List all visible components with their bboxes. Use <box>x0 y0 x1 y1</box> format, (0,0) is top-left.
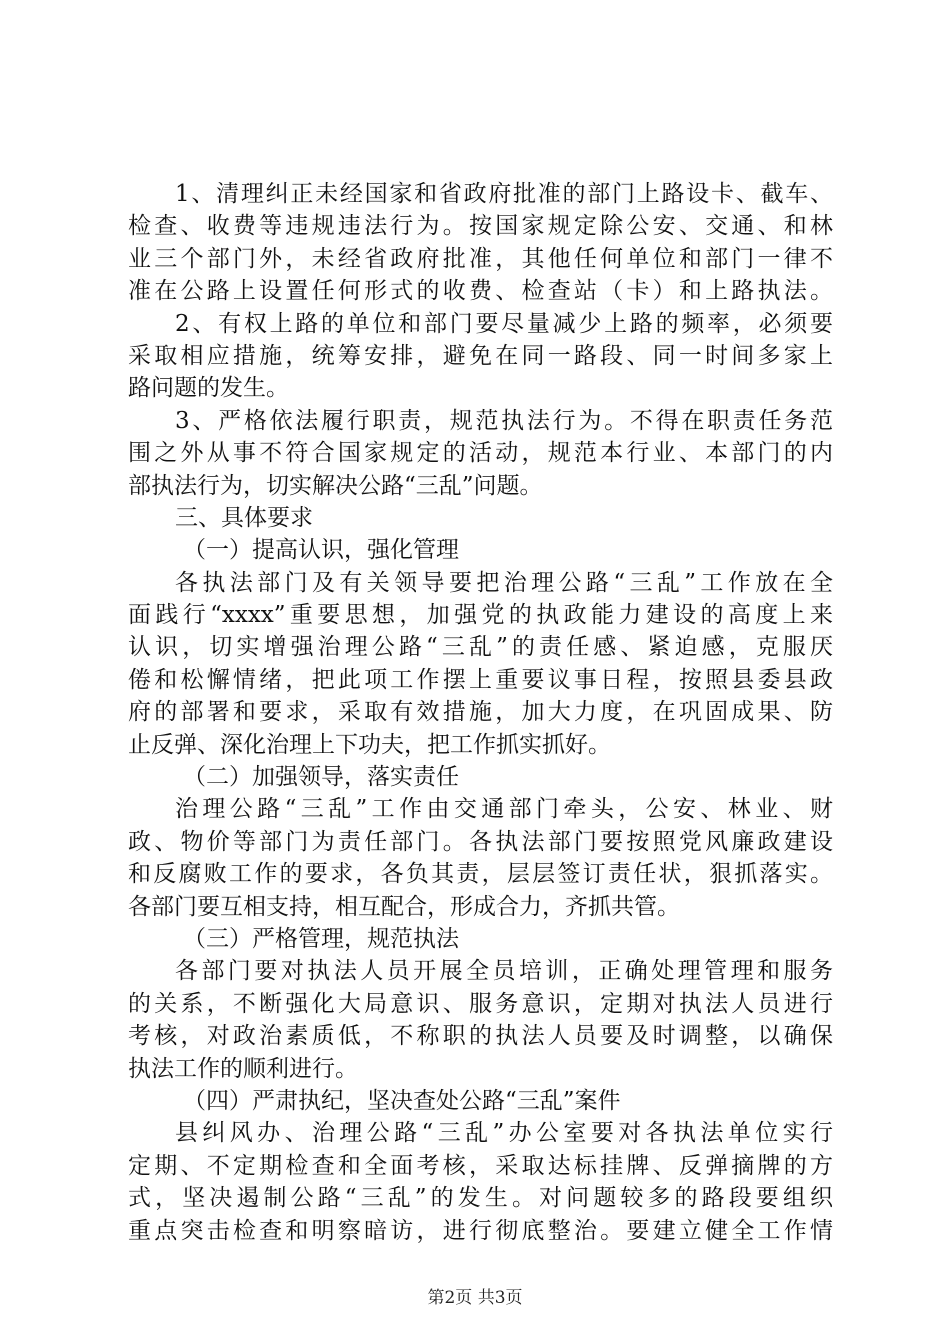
text-line: 县纠风办、治理公路“三乱”办公室要对各执法单位实行 <box>175 1120 833 1147</box>
text-line: 检查、收费等违规违法行为。按国家规定除公安、交通、和林 <box>128 213 833 240</box>
text-line: 面践行“xxxx”重要思想，加强党的执政能力建设的高度上来 <box>128 602 833 629</box>
subsection-heading: （三）严格管理，规范执法 <box>183 925 459 952</box>
subsection-heading: （四）严肃执纪，坚决查处公路“三乱”案件 <box>183 1087 621 1114</box>
text-line: 围之外从事不符合国家规定的活动，规范本行业、本部门的内 <box>128 440 833 467</box>
text-line: 准在公路上设置任何形式的收费、检查站（卡）和上路执法。 <box>128 278 833 305</box>
document-body <box>128 178 833 1247</box>
text-line: 止反弹、深化治理上下功夫，把工作抓实抓好。 <box>128 731 611 758</box>
text-line: 2、有权上路的单位和部门要尽量减少上路的频率，必须要 <box>175 310 833 337</box>
subsection-heading: （一）提高认识，强化管理 <box>183 537 459 564</box>
text-line: 和反腐败工作的要求，各负其责，层层签订责任状，狠抓落实。 <box>128 861 833 888</box>
text-line: 各部门要互相支持，相互配合，形成合力，齐抓共管。 <box>128 893 680 920</box>
section-heading: 三、具体要求 <box>175 504 313 531</box>
text-line: 1、清理纠正未经国家和省政府批准的部门上路设卡、截车、 <box>175 181 833 207</box>
text-line: 执法工作的顺利进行。 <box>128 1055 358 1082</box>
text-line: 治理公路“三乱”工作由交通部门牵头，公安、林业、财 <box>175 796 833 823</box>
text-line: 的关系，不断强化大局意识、服务意识，定期对执法人员进行 <box>128 990 833 1017</box>
subsection-heading: （二）加强领导，落实责任 <box>183 764 459 791</box>
text-line: 采取相应措施，统筹安排，避免在同一路段、同一时间多家上 <box>128 342 833 369</box>
text-line: 路问题的发生。 <box>128 375 289 402</box>
text-line: 业三个部门外，未经省政府批准，其他任何单位和部门一律不 <box>128 245 833 272</box>
text-line: 政、物价等部门为责任部门。各执法部门要按照党风廉政建设 <box>128 828 833 855</box>
text-line: 各部门要对执法人员开展全员培训，正确处理管理和服务 <box>175 958 833 985</box>
text-line: 考核，对政治素质低，不称职的执法人员要及时调整，以确保 <box>128 1023 833 1050</box>
text-line: 重点突击检查和明察暗访，进行彻底整治。要建立健全工作情 <box>128 1217 833 1244</box>
text-line: 3、严格依法履行职责，规范执法行为。不得在职责任务范 <box>175 407 833 434</box>
text-line: 认识，切实增强治理公路“三乱”的责任感、紧迫感，克服厌 <box>128 634 833 661</box>
text-line: 定期、不定期检查和全面考核，采取达标挂牌、反弹摘牌的方 <box>128 1152 833 1179</box>
text-line: 府的部署和要求，采取有效措施，加大力度，在巩固成果、防 <box>128 699 833 726</box>
text-line: 各执法部门及有关领导要把治理公路“三乱”工作放在全 <box>175 569 833 596</box>
text-line: 部执法行为，切实解决公路“三乱”问题。 <box>128 472 543 499</box>
page-number: 第2页 共3页 <box>427 1288 523 1308</box>
text-line: 倦和松懈情绪，把此项工作摆上重要议事日程，按照县委县政 <box>128 666 833 693</box>
text-line: 式，坚决遏制公路“三乱”的发生。对问题较多的路段要组织 <box>128 1185 833 1212</box>
